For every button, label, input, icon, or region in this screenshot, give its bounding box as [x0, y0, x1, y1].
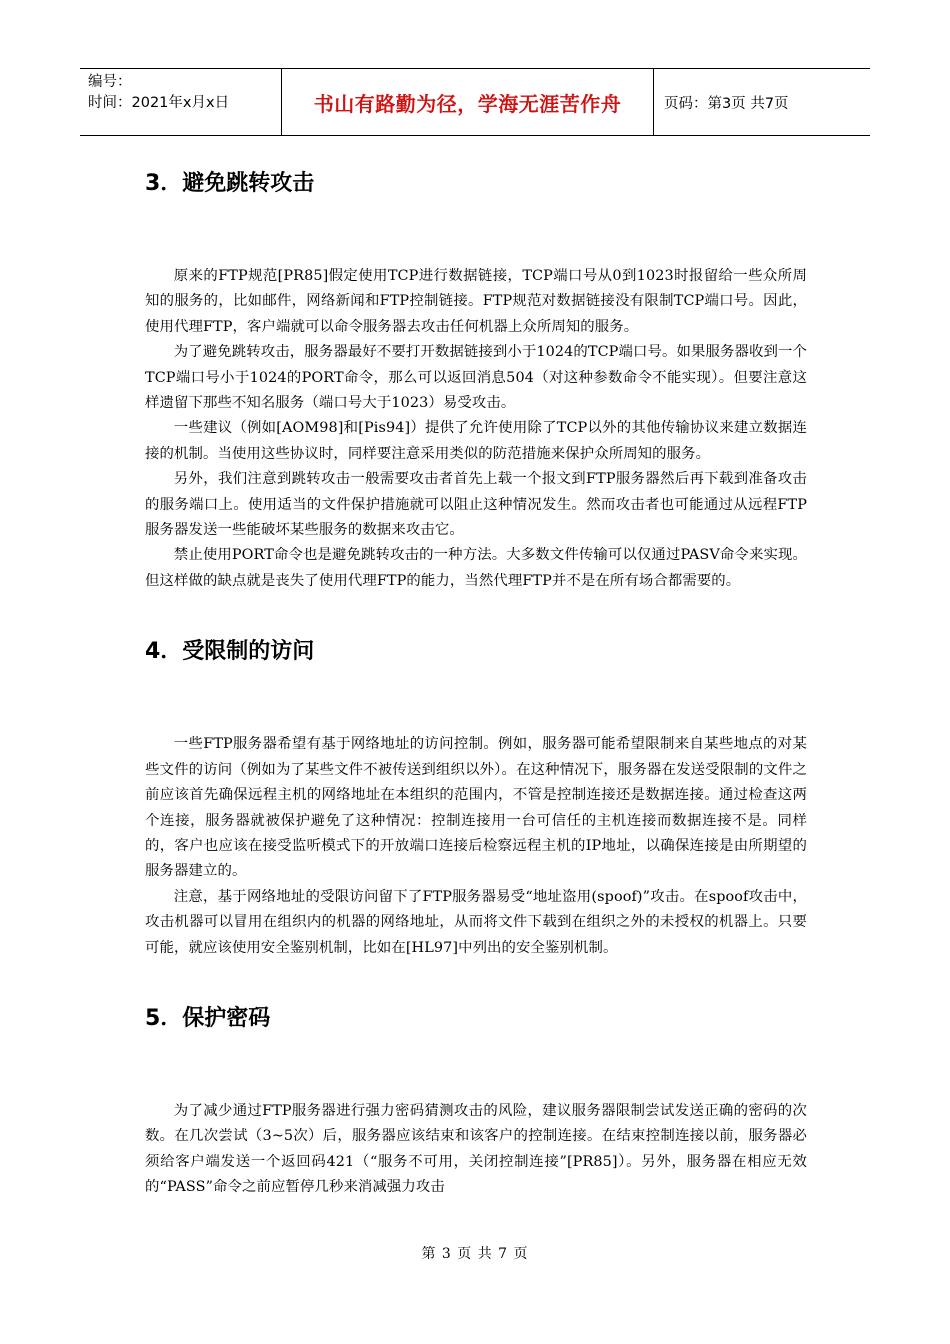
section-heading: 4．受限制的访问	[145, 639, 315, 665]
paragraph: 为了减少通过FTP服务器进行强力密码猜测攻击的风险，建议服务器限制尝试发送正确的密码的次数。在几次尝试（3~5次）后，服务器应该结束和该客户的控制连接。在结束控制连接以前，服务器必须给客户端发送一个返回码421（“服务不可用，关闭控制连接”[PR85]）。另外，服务器在相应无效的“PASS”命令之前应暂停几秒来消减强力攻击	[145, 1102, 807, 1196]
header-page-info: 页码：第3页 共7页	[664, 95, 789, 112]
page-header	[80, 68, 870, 136]
document-number-label: 编号：	[88, 74, 132, 90]
header-motto: 书山有路勤为径，学海无涯苦作舟	[282, 69, 654, 135]
paragraph: 一些建议（例如[AOM98]和[Pis94]）提供了允许使用除了TCP以外的其他传输协议来建立数据连接的机制。当使用这些协议时，同样要注意采用类似的防范措施来保护众所周知的服务。	[145, 420, 807, 462]
section-heading: 3．避免跳转攻击	[145, 171, 315, 196]
section-heading: 5．保护密码	[145, 1005, 271, 1031]
paragraph: 另外，我们注意到跳转攻击一般需要攻击者首先上载一个报文到FTP服务器然后再下载到准备攻击的服务端口上。使用适当的文件保护措施就可以阻止这种情况发生。然而攻击者也可能通过从远程FTP服务器发送一些能破坏某些服务的数据来攻击它。	[145, 471, 807, 539]
paragraph: 为了避免跳转攻击，服务器最好不要打开数据链接到小于1024的TCP端口号。如果服务器收到一个TCP端口号小于1024的PORT命令，那么可以返回消息504（对这种参数命令不能实现）。但要注意这样遗留下那些不知名服务（端口号大于1023）易受攻击。	[145, 344, 807, 412]
paragraph: 一些FTP服务器希望有基于网络地址的访问控制。例如，服务器可能希望限制来自某些地点的对某些文件的访问（例如为了某些文件不被传送到组织以外）。在这种情况下，服务器在发送受限制的文件之前应该首先确保远程主机的网络地址在本组织的范围内，不管是控制连接还是数据连接。通过检查这两个连接，服务器就被保护避免了这种情况：控制连接用一台可信任的主机连接而数据连接不是。同样的，客户也应该在接受监听模式下的开放端口连接后检察远程主机的IP地址，以确保连接是由所期望的服务器建立的。	[145, 736, 807, 880]
document-body	[145, 166, 807, 1201]
page-footer: 第 3 页 共 7 页	[421, 1246, 529, 1262]
paragraph: 禁止使用PORT命令也是避免跳转攻击的一种方法。大多数文件传输可以仅通过PASV命令来实现。但这样做的缺点就是丧失了使用代理FTP的能力，当然代理FTP并不是在所有场合都需要的。	[145, 547, 807, 589]
paragraph: 原来的FTP规范[PR85]假定使用TCP进行数据链接，TCP端口号从0到1023时报留给一些众所周知的服务的，比如邮件，网络新闻和FTP控制链接。FTP规范对数据链接没有限制TCP端口号。因此，使用代理FTP，客户端就可以命令服务器去攻击任何机器上众所周知的服务。	[145, 268, 807, 335]
paragraph: 注意，基于网络地址的受限访问留下了FTP服务器易受“地址盗用(spoof)”攻击。在spoof攻击中，攻击机器可以冒用在组织内的机器的网络地址，从而将文件下载到在组织之外的未授权的机器上。只要可能，就应该使用安全鉴别机制，比如在[HL97]中列出的安全鉴别机制。	[145, 888, 807, 956]
header-meta	[80, 69, 282, 135]
document-date: 时间：2021年x月x日	[88, 95, 230, 111]
